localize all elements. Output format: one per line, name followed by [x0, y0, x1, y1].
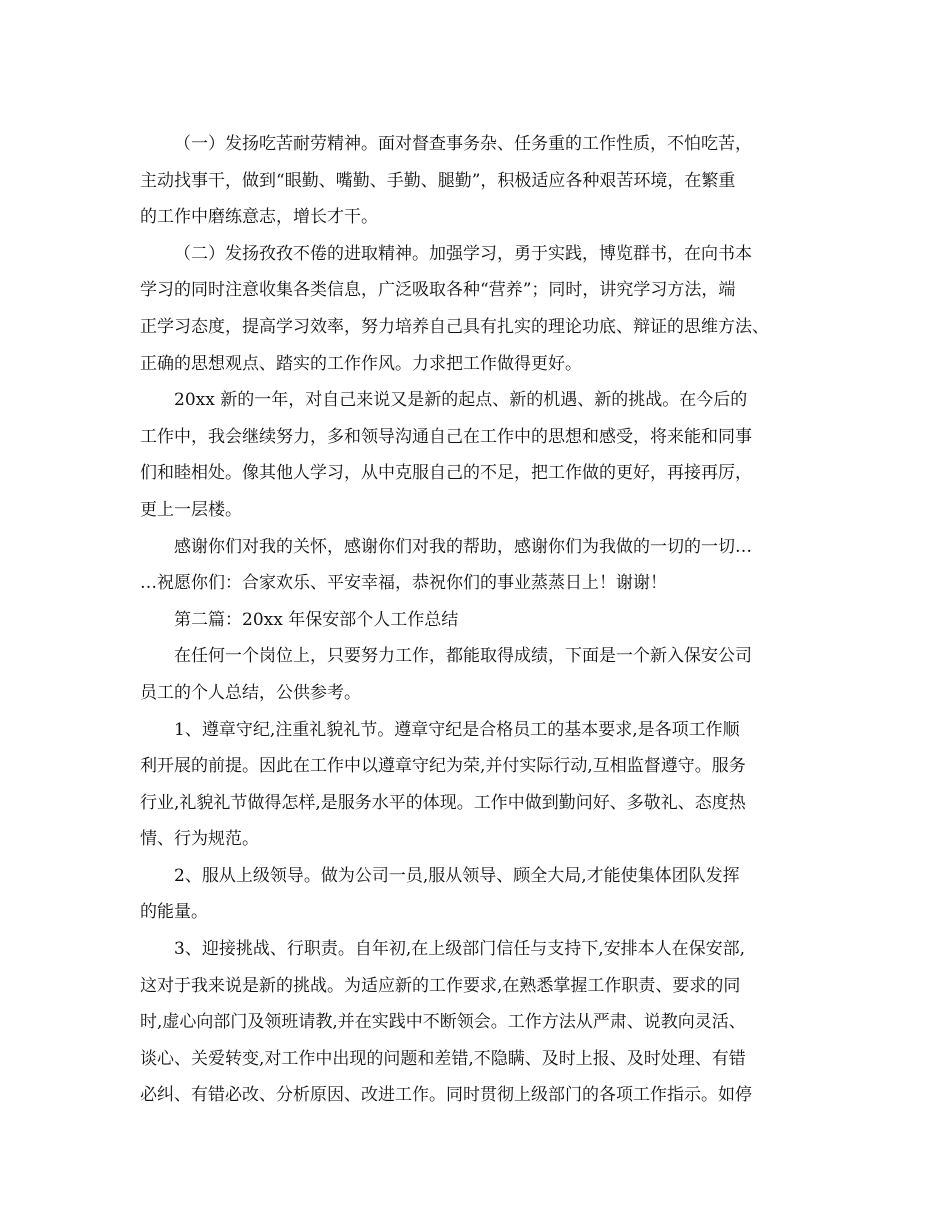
text-line: 的工作中磨练意志，增长才干。 [140, 207, 378, 228]
text-line: 这对于我来说是新的挑战。为适应新的工作要求,在熟悉掌握工作职责、要求的同 [140, 975, 741, 996]
text-line: 们和睦相处。像其他人学习，从中克服自己的不足，把工作做的更好，再接再厉， [140, 463, 752, 484]
text-line: 的能量。 [140, 902, 208, 923]
text-line: 情、行为规范。 [140, 829, 259, 850]
text-line: 1、遵章守纪,注重礼貌礼节。遵章守纪是合格员工的基本要求,是各项工作顺 [174, 719, 740, 740]
text-line: 正学习态度，提高学习效率，努力培养自己具有扎实的理论功底、辩证的思维方法、 [140, 316, 769, 337]
text-line: 谈心、关爱转变,对工作中出现的问题和差错,不隐瞒、及时上报、及时处理、有错 [140, 1048, 746, 1069]
text-line: 必纠、有错必改、分析原因、改进工作。同时贯彻上级部门的各项工作指示。如停 [140, 1085, 752, 1106]
text-line: 员工的个人总结，公供参考。 [140, 682, 361, 703]
text-line: 更上一层楼。 [140, 499, 242, 520]
text-line: 第二篇：20xx 年保安部个人工作总结 [174, 609, 459, 630]
text-line: 3、迎接挑战、行职责。自年初,在上级部门信任与支持下,安排本人在保安部, [174, 939, 746, 960]
text-line: 20xx 新的一年，对自己来说又是新的起点、新的机遇、新的挑战。在今后的 [174, 390, 748, 411]
text-line: 学习的同时注意收集各类信息，广泛吸取各种“营养”；同时，讲究学习方法，端 [140, 280, 736, 301]
text-line: 主动找事干，做到“眼勤、嘴勤、手勤、腿勤”，积极适应各种艰苦环境，在繁重 [140, 170, 736, 191]
text-line: 利开展的前提。因此在工作中以遵章守纪为荣,并付实际行动,互相监督遵守。服务 [140, 756, 746, 777]
text-line: 工作中，我会继续努力，多和领导沟通自己在工作中的思想和感受，将来能和同事 [140, 426, 752, 447]
text-line: 2、服从上级领导。做为公司一员,服从领导、顾全大局,才能使集体团队发挥 [174, 865, 740, 886]
text-line: 正确的思想观点、踏实的工作作风。力求把工作做得更好。 [140, 353, 582, 374]
text-line: 行业,礼貌礼节做得怎样,是服务水平的体现。工作中做到勤问好、多敬礼、态度热 [140, 792, 746, 813]
document-body [140, 126, 840, 1114]
text-line: （一）发扬吃苦耐劳精神。面对督查事务杂、任务重的工作性质，不怕吃苦， [174, 134, 752, 154]
text-line: 在任何一个岗位上，只要努力工作，都能取得成绩，下面是一个新入保安公司 [174, 646, 752, 667]
text-line: （二）发扬孜孜不倦的进取精神。加强学习，勇于实践，博览群书，在向书本 [174, 243, 752, 264]
text-line: …祝愿你们：合家欢乐、平安幸福，恭祝你们的事业蒸蒸日上！谢谢！ [140, 573, 667, 594]
text-line: 时,虚心向部门及领班请教,并在实践中不断领会。工作方法从严肃、说教向灵活、 [140, 1012, 746, 1033]
text-line: 感谢你们对我的关怀，感谢你们对我的帮助，感谢你们为我做的一切的一切… [174, 536, 752, 557]
